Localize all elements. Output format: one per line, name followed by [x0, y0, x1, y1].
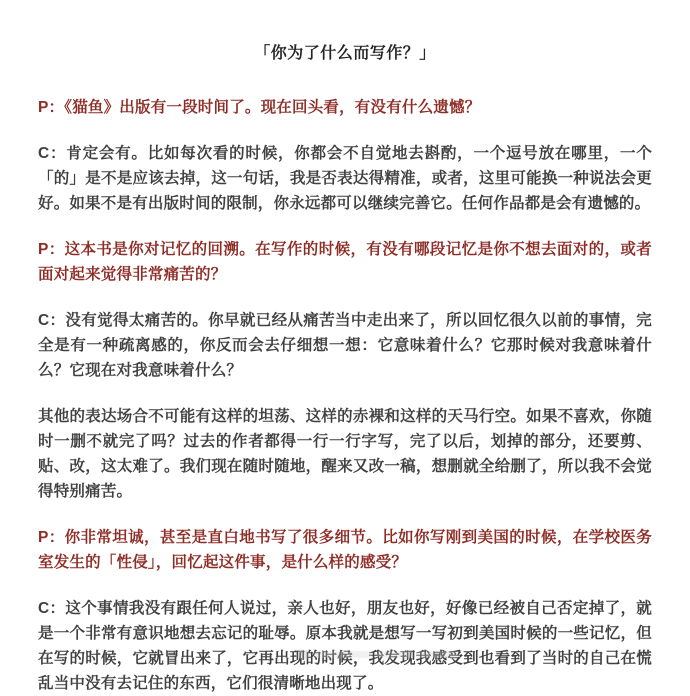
watermark-logo-icon [298, 650, 309, 659]
speaker-label: C： [38, 600, 66, 617]
speaker-label: P： [38, 241, 65, 258]
paragraph-text: 没有觉得太痛苦的。你早就已经从痛苦当中走出来了，所以回忆很久以前的事情，完全是有一种疏离感的，你反而会去仔细想一想：它意味着什么？它那时候对我意味着什么？它现在对我意味着什么？ [38, 312, 653, 379]
paragraph-text: 这个事情我没有跟任何人说过，亲人也好，朋友也好，好像已经被自己否定掉了，就是一个非常有意识地想去忘记的耻辱。原本我就是想写一写初到美国时候的一些记忆，但在写的时候，它就冒出来了，它再出现的时候，我发现我感受到也看到了当时的自己在慌乱当中没有去记住的东西，它们很清晰地出现了。 [38, 600, 653, 692]
answer-paragraph [38, 141, 652, 216]
page-title: 「你为了什么而写作？」 [254, 45, 436, 62]
watermark-text-blur [416, 651, 458, 658]
paragraph-text: 其他的表达场合不可能有这样的坦荡、这样的赤裸和这样的天马行空。如果不喜欢，你随时一删不就完了吗？过去的作者都得一行一行字写，完了以后，划掉的部分，还要剪、贴、改，这太难了。我们现在随时随地，醒来又改一稿，想删就全给删了，所以我不会觉得特别痛苦。 [38, 408, 652, 500]
speaker-label: C： [38, 312, 66, 329]
paragraph-text: 这本书是你对记忆的回溯。在写作的时候，有没有哪段记忆是你不想去面对的，或者面对起来觉得非常痛苦的？ [38, 241, 652, 283]
watermark-text-blur [377, 651, 411, 658]
question-paragraph [38, 95, 652, 120]
speaker-label: C： [38, 145, 67, 162]
speaker-label: P： [38, 529, 65, 546]
speaker-label: P： [38, 99, 65, 116]
watermark-text-blur [314, 651, 372, 658]
paragraph-text: 《猫鱼》出版有一段时间了。现在回头看，有没有什么遗憾？ [64, 99, 481, 116]
question-paragraph [38, 525, 652, 575]
answer-paragraph [38, 596, 652, 696]
answer-continuation-paragraph [38, 404, 652, 504]
paragraph-text: 肯定会有。比如每次看的时候，你都会不自觉地去斟酌，一个逗号放在哪里，一个「的」是不是应该去掉，这一句话，我是否表达得精准，或者，这里可能换一种说法会更好。如果不是有出版时间的限制，你永远都可以继续完善它。任何作品都是会有遗憾的。 [38, 145, 653, 212]
question-paragraph [38, 237, 652, 287]
watermark [298, 649, 458, 660]
answer-paragraph [38, 308, 652, 383]
qa-content [38, 95, 652, 696]
paragraph-text: 你非常坦诚，甚至是直白地书写了很多细节。比如你写刚到美国的时候，在学校医务室发生的「性侵」，回忆起这件事，是什么样的感受？ [38, 529, 652, 571]
